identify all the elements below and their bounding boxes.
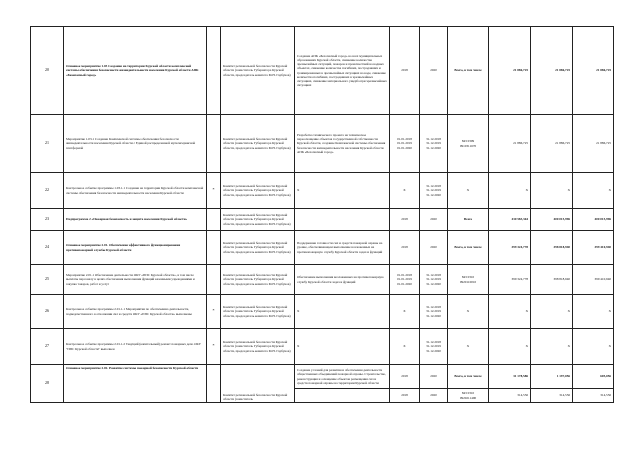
expected-result: Создание АПК «Безопасный город» во всех муниципальных образованиях Курской области, снижение количества чрезвычайных ситуаций, пожаров и происшествий на водных объектах, снижение количества погибших, пострадавших и травмированных в чрезвычайных ситуациях на воде, снижение количества погибших, пострадавших в чрезвычайных ситуациях, снижение материального ущерба при чрезвычайных ситуациях	[295, 27, 390, 115]
budget-code	[448, 265, 489, 295]
cell-line: 2018	[401, 245, 408, 250]
cell-line: 2020	[430, 68, 437, 73]
measure-name: Основное мероприятие 1.03 Создание на территории Курской области комплексной системы обеспечения безопасности жизнедеятельности населения Курской области АПК «Безопасный город»	[64, 27, 207, 115]
table-row	[31, 265, 614, 295]
cell-line: 31.12.2020	[426, 192, 441, 197]
funding-2020: X	[573, 173, 614, 209]
control-event-marker	[207, 115, 221, 173]
cell-line: 31.12.2018	[426, 340, 441, 345]
funding-2019: 21 886,725	[531, 115, 573, 173]
funding-2020: 314,556	[573, 389, 614, 403]
control-event-marker: *	[207, 295, 221, 329]
responsible-executor: Комитет региональной безопасности Курской области (заместитель Губернатора Курской области, председатель комитета М.Н. Горбунов)	[221, 231, 295, 265]
end-date: 2020	[420, 389, 448, 403]
responsible-executor: Комитет региональной безопасности Курской области (заместитель Губернатора Курской области, председатель комитета М.Н. Горбунов)	[221, 265, 295, 295]
budget-code	[448, 295, 489, 329]
funding-2018: X	[489, 329, 531, 365]
start-date	[390, 329, 420, 365]
measure-name: Контрольное событие программы 2.01.1.1 Мероприятия по обеспечению деятельности, подведомственного в отношении сил и средств ОКУ «ППС Курской области» выполнены	[64, 295, 207, 329]
cell-line: 01.01.2020	[397, 281, 412, 286]
expected-result: Создание условий для развития и обеспечения деятельности общественных объединений пожарной охраны. Строительство, реконструкция и оснащение объектов размещения сил и средств пожарной охраны на территории Курской области	[295, 365, 390, 389]
measure-name: Основное мероприятие 2.02. Развитие системы пожарной безопасности Курской области	[64, 365, 207, 403]
control-event-marker	[207, 231, 221, 265]
funding-2019: X	[531, 173, 573, 209]
budget-code	[448, 389, 489, 403]
row-number: 21	[31, 115, 64, 173]
cell-line: 0920110010	[459, 279, 477, 284]
row-number: 28	[31, 365, 64, 403]
cell-line: 0920211490	[459, 395, 477, 400]
start-date	[390, 173, 420, 209]
cell-line: 31.12.2018	[426, 273, 441, 278]
control-event-marker: *	[207, 173, 221, 209]
cell-line: 31.12.2018	[426, 305, 441, 310]
start-date	[390, 231, 420, 265]
funding-2019: X	[531, 329, 573, 365]
row-number: 23	[31, 209, 64, 231]
end-date	[420, 115, 448, 173]
row-number: 27	[31, 329, 64, 365]
cell-line: 01.01.2020	[397, 145, 412, 150]
table-row	[31, 295, 614, 329]
end-date	[420, 209, 448, 231]
expected-result: X	[295, 295, 390, 329]
cell-line: 31.12.2019	[426, 188, 441, 193]
budget-code	[448, 209, 489, 231]
cell-line: X	[466, 309, 470, 314]
expected-result: X	[295, 329, 390, 365]
end-date	[420, 295, 448, 329]
cell-line: X	[403, 344, 406, 349]
row-number: 25	[31, 265, 64, 295]
funding-2020: X	[573, 295, 614, 329]
table-row	[31, 115, 614, 173]
row-number: 22	[31, 173, 64, 209]
cell-line: 31.12.2020	[426, 145, 441, 150]
table-row	[31, 329, 614, 365]
funding-2018: 314,556	[489, 389, 531, 403]
funding-2020: 605,056	[573, 365, 614, 389]
cell-line: 843 0310	[461, 391, 475, 396]
cell-line: 31.12.2019	[426, 344, 441, 349]
cell-line: 2020	[430, 245, 437, 250]
budget-code	[448, 115, 489, 173]
cell-line: X	[466, 344, 470, 349]
start-date	[390, 27, 420, 115]
table-row	[31, 365, 614, 389]
responsible-executor: Комитет региональной безопасности Курской области (заместитель Губернатора Курской области, председатель комитета М.Н. Горбунов)	[221, 173, 295, 209]
control-event-marker	[207, 27, 221, 115]
row-number: 26	[31, 295, 64, 329]
budget-code: Всего, в том числе	[448, 365, 489, 389]
row-number: 20	[31, 27, 64, 115]
expected-result	[295, 209, 390, 231]
cell-line: 31.12.2018	[426, 137, 441, 142]
end-date	[420, 329, 448, 365]
end-date	[420, 265, 448, 295]
cell-line: X	[466, 188, 470, 193]
start-date: 2018	[390, 365, 420, 389]
funding-2019: 398 818,940	[531, 265, 573, 295]
expected-result: Обеспечение выполнения возложенных на противопожарную службу Курской области задач и функций	[295, 265, 390, 295]
cell-line: 843 0309	[461, 139, 475, 144]
cell-line: 31.12.2018	[426, 184, 441, 189]
funding-2020: 399 410,940	[573, 231, 614, 265]
responsible-executor: Комитет региональной безопасности Курской области (заместитель	[221, 365, 295, 403]
funding-2020: 400 015,996	[573, 209, 614, 231]
measure-name: Подпрограмма 2 «Пожарная безопасность и защита населения Курской области»	[64, 209, 207, 231]
control-event-marker: *	[207, 329, 221, 365]
cell-line: 01.01.2019	[397, 277, 412, 282]
funding-2020: X	[573, 329, 614, 365]
funding-2018: 21 886,725	[489, 27, 531, 115]
funding-2019: X	[531, 295, 573, 329]
measure-name: Контрольное событие программы 2.01.1.2 Текущий (капитальный) ремонт пожарных депо ОКУ "ППС Курской области" выполнен	[64, 329, 207, 365]
funding-2018: X	[489, 295, 531, 329]
table-row	[31, 27, 614, 115]
measure-name: Мероприятие 2.01.1 Обеспечение деятельности ОКУ «ППС Курской области», в том числе выплаты персоналу в целях обеспечения выполнения функций казенными учреждениями и закупка товаров, работ и услуг	[64, 265, 207, 295]
responsible-executor: Комитет региональной безопасности Курской области (заместитель Губернатора Курской области, председатель комитета М.Н. Горбунов)	[221, 27, 295, 115]
funding-2020: 21 886,725	[573, 115, 614, 173]
table-row	[31, 209, 614, 231]
funding-2018: 399 324,778	[489, 231, 531, 265]
funding-2019: 314,556	[531, 389, 573, 403]
funding-2020: 399 410,940	[573, 265, 614, 295]
cell-line: 01.01.2018	[397, 137, 412, 142]
cell-line: 31.12.2020	[426, 348, 441, 353]
cell-line: 2020	[430, 217, 437, 222]
cell-line: 01.01.2019	[397, 141, 412, 146]
expected-result: Поддержание готовности сил и средств пожарной охраны на уровне, обеспечивающем выполнение возложенных на противопожарную службу Курской области задач и функций	[295, 231, 390, 265]
funding-2019: 1 197,056	[531, 365, 573, 389]
responsible-executor: Комитет региональной безопасности Курской области (заместитель Губернатора Курской области, председатель комитета М.Н. Горбунов)	[221, 329, 295, 365]
cell-line: 31.12.2019	[426, 141, 441, 146]
measure-name: Основное мероприятие 2.01. Обеспечение эффективного функционирования противопожарной службы Курской области	[64, 231, 207, 265]
expected-result	[295, 389, 390, 403]
responsible-executor: Комитет региональной безопасности Курской области (заместитель Губернатора Курской области, председатель комитета М.Н. Горбунов)	[221, 295, 295, 329]
start-date	[390, 115, 420, 173]
cell-line: X	[403, 309, 406, 314]
cell-line: 0910311670	[459, 143, 477, 148]
budget-code	[448, 329, 489, 365]
funding-2018: 399 324,778	[489, 265, 531, 295]
expected-result: X	[295, 173, 390, 209]
end-date	[420, 27, 448, 115]
funding-2019: 398 818,940	[531, 231, 573, 265]
funding-2018: 21 886,725	[489, 115, 531, 173]
funding-2018: 31 178,586	[489, 365, 531, 389]
measure-name: Контрольное событие программы 1.03.1.1 Создание на территории Курской области комплексной системы обеспечения безопасности жизнедеятельности населения Курской области	[64, 173, 207, 209]
end-date: 2020	[420, 365, 448, 389]
funding-2018: X	[489, 173, 531, 209]
cell-line: 2018	[401, 217, 408, 222]
funding-2019: 21 886,725	[531, 27, 573, 115]
start-date	[390, 265, 420, 295]
cell-line: X	[403, 188, 406, 193]
funding-2019: 400 015,996	[531, 209, 573, 231]
cell-line: Всего	[463, 217, 473, 222]
table-row	[31, 231, 614, 265]
cell-line: 31.12.2019	[426, 309, 441, 314]
budget-code	[448, 173, 489, 209]
cell-line: 01.01.2018	[397, 273, 412, 278]
cell-line: 31.12.2020	[426, 281, 441, 286]
cell-line: 31.12.2019	[426, 277, 441, 282]
cell-line: Всего, в том числе	[454, 245, 482, 250]
expected-result: Разработка технического проекта на техническое переоснащение объектов государственной собственности Курской области, создание Комплексной системы обеспечения безопасности жизнедеятельности населения Курской области АПК «Безопасный город»	[295, 115, 390, 173]
start-date	[390, 209, 420, 231]
program-table	[30, 26, 614, 403]
responsible-executor: Комитет региональной безопасности Курской области (заместитель Губернатора Курской области, председатель комитета М.Н. Горбунов)	[221, 209, 295, 231]
funding-2018: 430 583,364	[489, 209, 531, 231]
table-row	[31, 173, 614, 209]
control-event-marker	[207, 265, 221, 295]
document-page	[30, 26, 613, 444]
cell-line: 2018	[401, 68, 408, 73]
start-date	[390, 295, 420, 329]
measure-name: Мероприятие 1.03.1 Создание Комплексной системы обеспечения безопасности жизнедеятельности населения Курской области с Единой распределенной мультисервисной платформой	[64, 115, 207, 173]
control-event-marker	[207, 209, 221, 231]
budget-code	[448, 231, 489, 265]
responsible-executor: Комитет региональной безопасности Курской области (заместитель Губернатора Курской области, председатель комитета М.Н. Горбунов)	[221, 115, 295, 173]
funding-2020: 21 886,725	[573, 27, 614, 115]
start-date: 2018	[390, 389, 420, 403]
cell-line: 31.12.2020	[426, 313, 441, 318]
cell-line: Всего, в том числе	[454, 68, 482, 73]
end-date	[420, 231, 448, 265]
cell-line: 843 0310	[461, 275, 475, 280]
budget-code	[448, 27, 489, 115]
control-event-marker	[207, 365, 221, 403]
row-number: 24	[31, 231, 64, 265]
end-date	[420, 173, 448, 209]
